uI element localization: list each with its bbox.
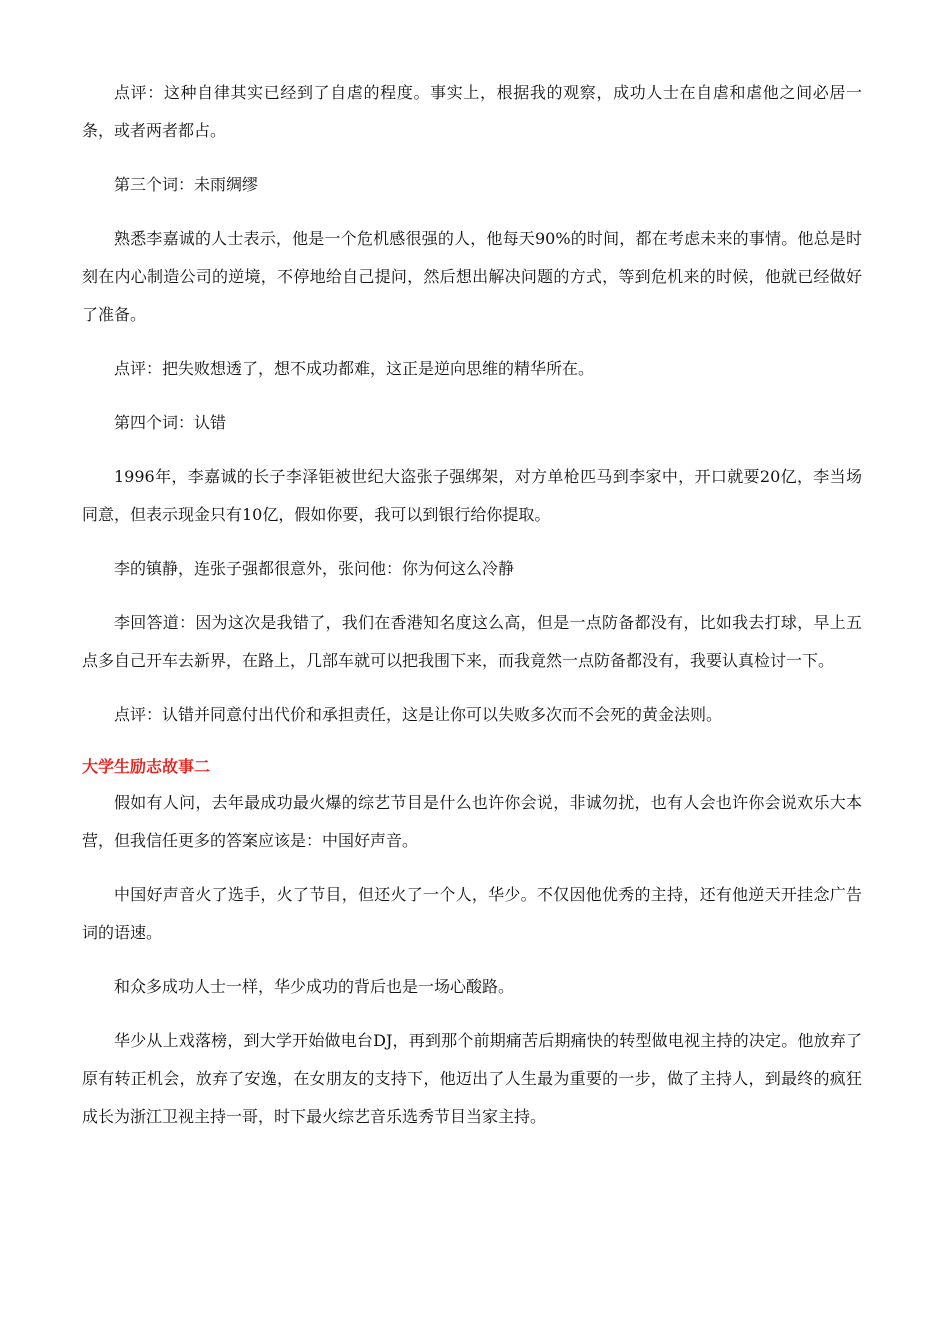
paragraph-hardship: 和众多成功人士一样，华少成功的背后也是一场心酸路。 xyxy=(114,977,515,996)
paragraph-hua-shao-fame: 中国好声音火了选手，火了节目，但还火了一个人，华少。不仅因他优秀的主持，还有他逆天开挂念广告词的语速。 xyxy=(82,885,862,942)
section-heading-story-two: 大学生励志故事二 xyxy=(82,757,211,776)
paragraph-career-path: 华少从上戏落榜，到大学开始做电台DJ，再到那个前期痛苦后期痛快的转型做电视主持的决定。他放弃了原有转正机会，放弃了安逸，在女朋友的支持下，他迈出了人生最为重要的一步，做了主持人，到最终的疯狂成长为浙江卫视主持一哥，时下最火综艺音乐选秀节目当家主持。 xyxy=(82,1031,862,1126)
paragraph-comment-reverse-thinking: 点评：把失败想透了，想不成功都难，这正是逆向思维的精华所在。 xyxy=(114,359,595,378)
paragraph-crisis-awareness: 熟悉李嘉诚的人士表示，他是一个危机感很强的人，他每天90%的时间，都在考虑未来的事情。他总是时刻在内心制造公司的逆境，不停地给自己提问，然后想出解决问题的方式，等到危机来的时候，他就已经做好了准备。 xyxy=(82,229,862,324)
document-body xyxy=(82,74,862,1152)
paragraph-li-answer: 李回答道：因为这次是我错了，我们在香港知名度这么高，但是一点防备都没有，比如我去打球，早上五点多自己开车去新界，在路上，几部车就可以把我围下来，而我竟然一点防备都没有，我要认真检讨一下。 xyxy=(82,613,862,670)
paragraph-fourth-word: 第四个词：认错 xyxy=(114,413,227,432)
paragraph-third-word: 第三个词：未雨绸缪 xyxy=(114,175,259,194)
paragraph-composure: 李的镇静，连张子强都很意外，张问他：你为何这么冷静 xyxy=(114,559,515,578)
paragraph-comment-admit-mistake: 点评：认错并同意付出代价和承担责任，这是让你可以失败多次而不会死的黄金法则。 xyxy=(114,705,723,724)
paragraph-kidnapping-1996: 1996年，李嘉诚的长子李泽钜被世纪大盗张子强绑架，对方单枪匹马到李家中，开口就要20亿，李当场同意，但表示现金只有10亿，假如你要，我可以到银行给你提取。 xyxy=(82,467,862,524)
paragraph-comment-self-discipline: 点评：这种自律其实已经到了自虐的程度。事实上，根据我的观察，成功人士在自虐和虐他之间必居一条，或者两者都占。 xyxy=(82,83,862,140)
paragraph-popular-show: 假如有人问，去年最成功最火爆的综艺节目是什么也许你会说，非诚勿扰，也有人会也许你会说欢乐大本营，但我信任更多的答案应该是：中国好声音。 xyxy=(82,793,862,850)
